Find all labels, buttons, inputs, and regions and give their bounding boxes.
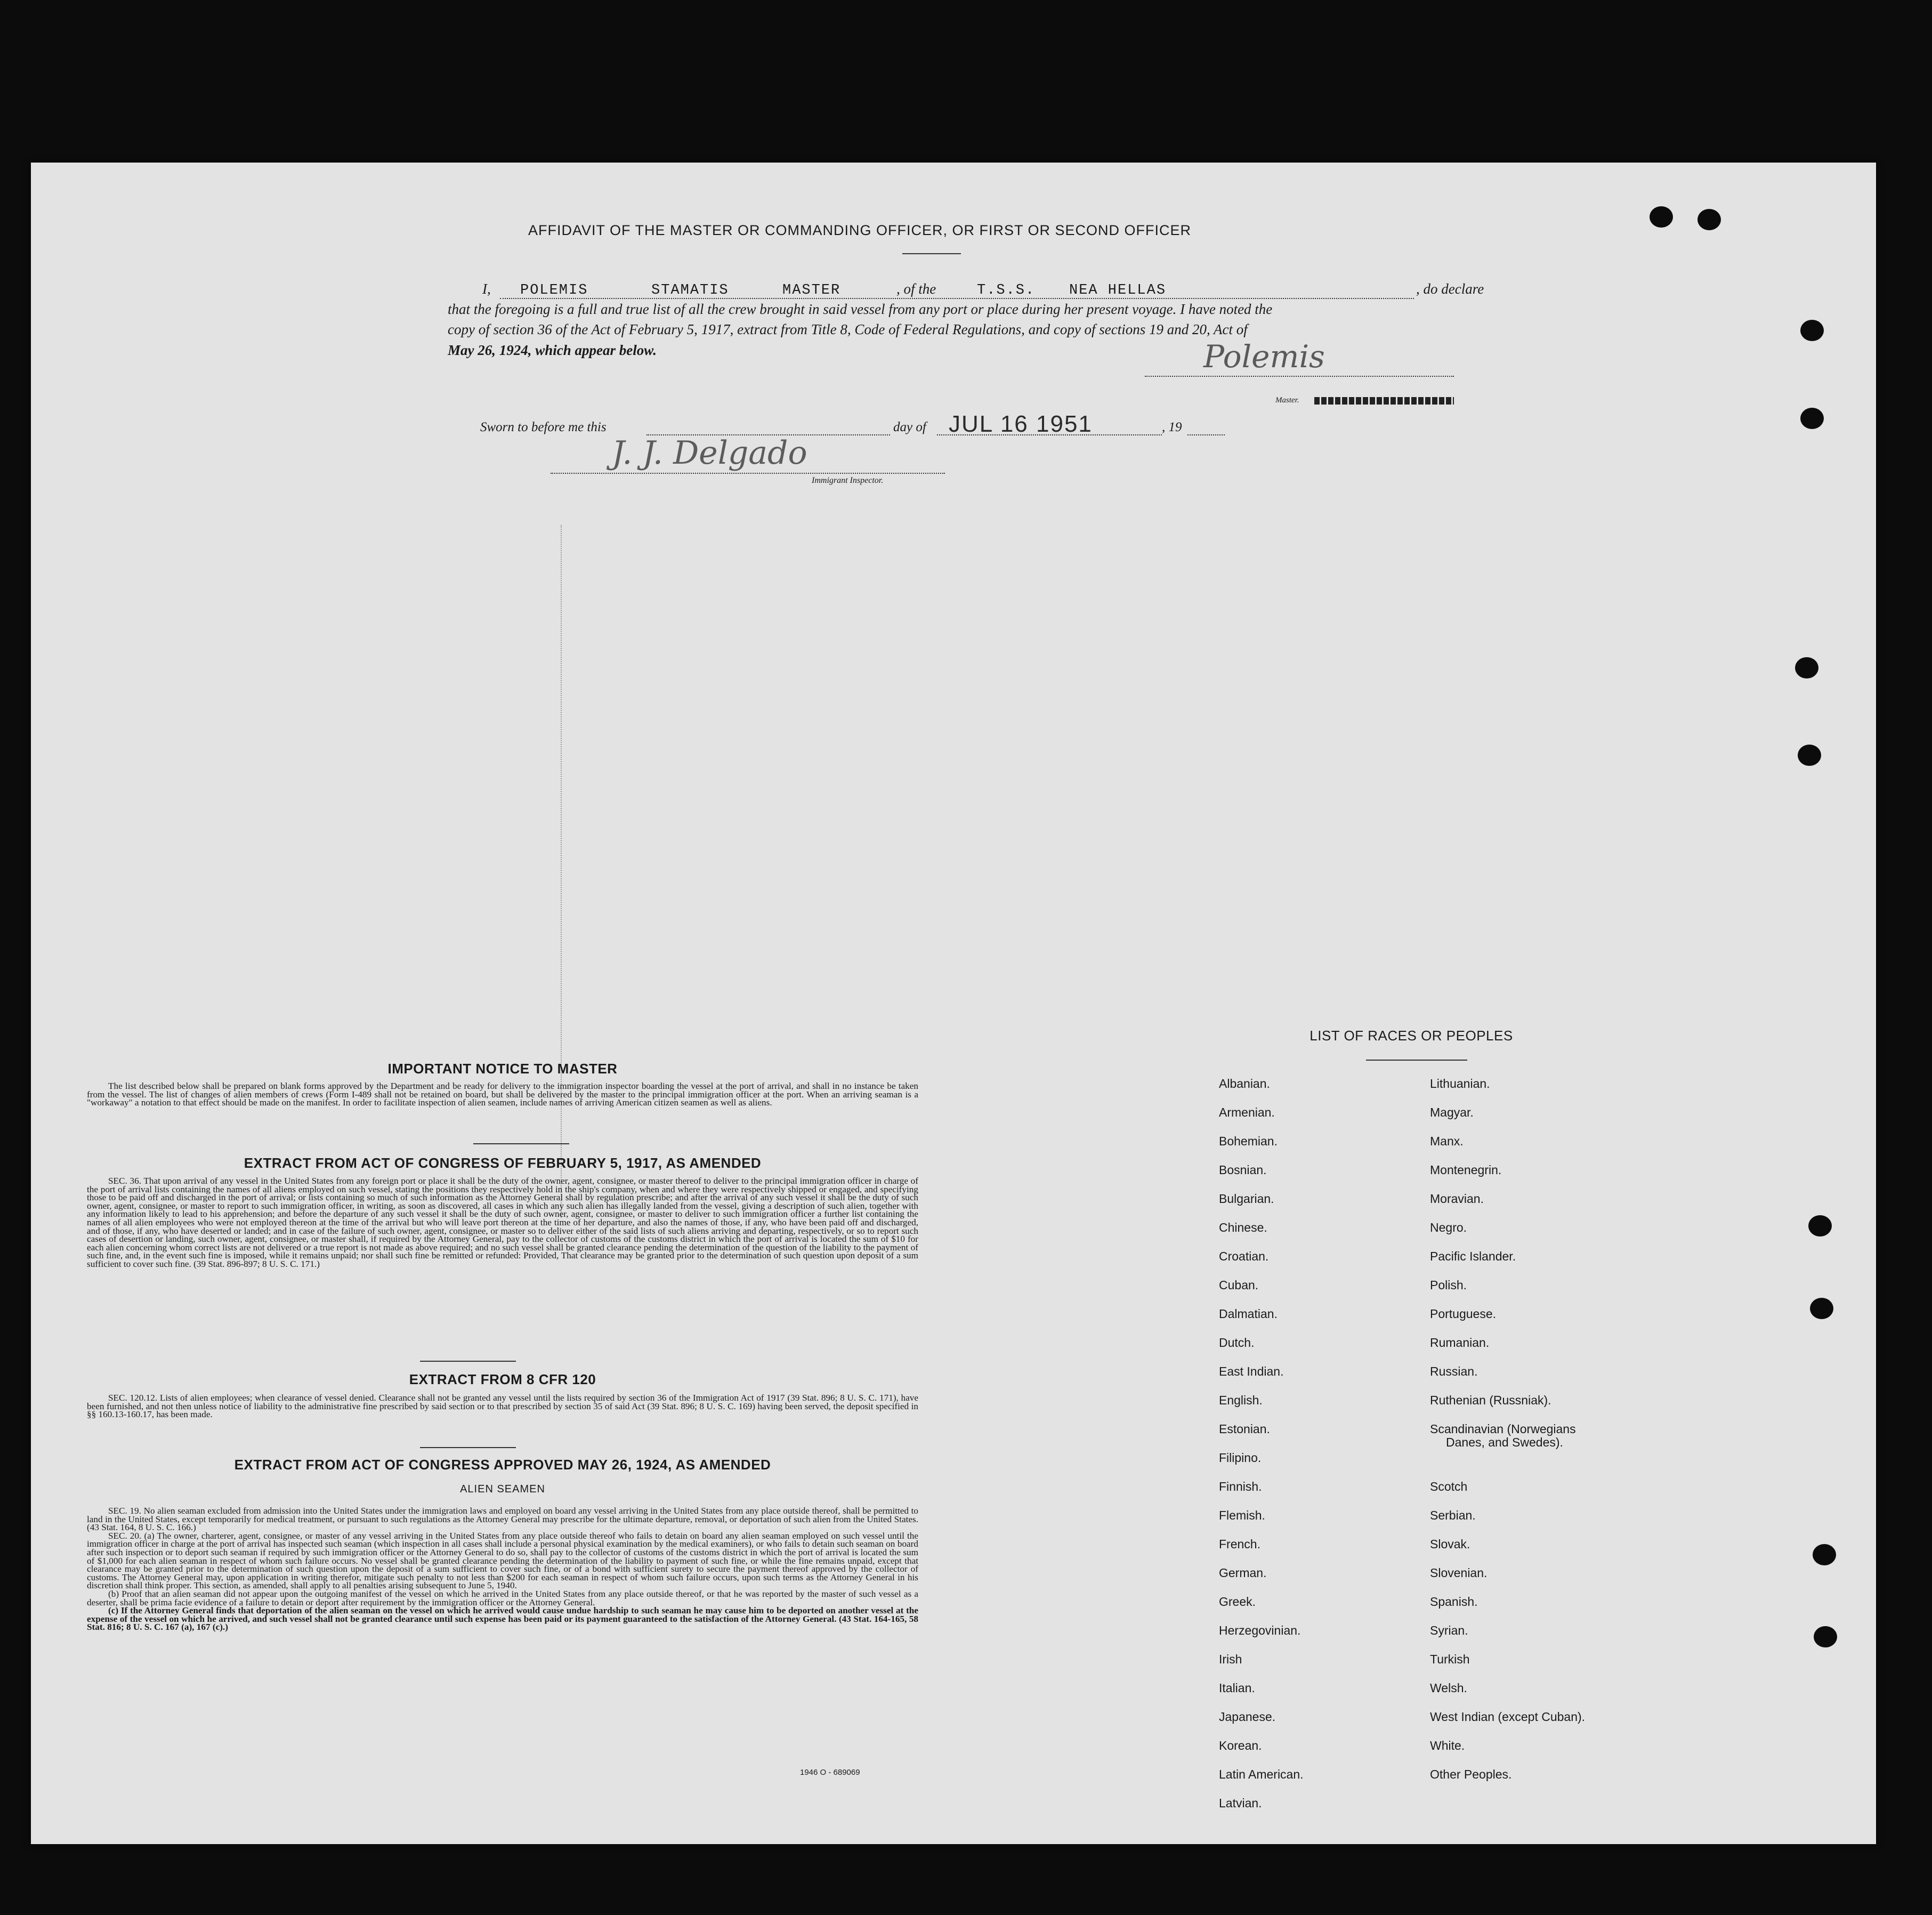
- extract-1917-rule: [420, 1361, 516, 1362]
- declaration-line-3: copy of section 36 of the Act of February 5, 1917, extract from Title 8, Code of Federal Regulations, and copy of sections 19 and 20, Act of: [448, 321, 1248, 337]
- race-item: Welsh.: [1430, 1681, 1467, 1695]
- race-item: Estonian.: [1219, 1422, 1270, 1436]
- inspector-label: Immigrant Inspector.: [812, 476, 884, 485]
- race-item: Ruthenian (Russniak).: [1430, 1393, 1551, 1407]
- master-label: Master.: [1275, 396, 1299, 405]
- race-item: French.: [1219, 1537, 1260, 1551]
- punch-hole: [1800, 320, 1824, 341]
- of-the-label: , of the: [894, 281, 938, 297]
- race-item: Moravian.: [1430, 1192, 1484, 1206]
- punch-hole: [1813, 1544, 1836, 1565]
- sec-20a: SEC. 20. (a) The owner, charterer, agent, consignee, or master of any vessel arriving in the United States from any place outside thereof who fails to detain on board any alien seaman employed on such vessel until the immigration officer in charge at the port of arrival has inspected such seaman (which inspection in all cases shall include a personal physical examination by the medical examiners), or who fails to detain such seaman on board after such inspection or to deport such seaman if required by such immigration officer or the Attorney General to do so, shall pay to the collector of customs of the customs district in which the port of arrival is located the sum of $1,000 for each alien seaman in respect of whom such failure occurs. No vessel shall be granted clearance pending the determination of the liability to payment of such fine, or while the fine remains unpaid, except that clearance may be granted prior to the determination of such question upon the deposit of a sum sufficient to cover such fine, or of a bond with sufficient surety to secure the payment thereof approved by the collector of customs. The Attorney General may, upon application in writing therefor, mitigate such penalty to not less than $200 for each seaman in respect of whom such failure occurs, upon such terms as the Attorney General in his discretion shall think proper. This section, as amended, shall apply to all penalties arising subsequent to June 5, 1940.: [87, 1530, 918, 1591]
- race-item: Danes, and Swedes).: [1446, 1435, 1563, 1449]
- declaration-fill-line: [500, 284, 1414, 299]
- extract-1924-subtitle: ALIEN SEAMEN: [460, 1483, 545, 1495]
- sworn-label: Sworn to before me this: [480, 420, 607, 434]
- crossed-out-text: [1314, 397, 1454, 405]
- notice-text: The list described below shall be prepared on blank forms approved by the Department and be ready for delivery to the immigration inspector boarding the vessel at the port of arrival, and shall in no instance be taken from the vessel. The list of changes of alien members of crews (Form I-489 shall not be retained on board, but shall be delivered by the master to the principal immigration officer at the port. When an arriving seaman is a "workaway" a notation to that effect should be made on the manifest. In order to facilitate inspection of alien seamen, include names of arriving American citizen seamen as well as aliens.: [87, 1081, 918, 1108]
- race-item: Slovak.: [1430, 1537, 1470, 1551]
- race-item: Polish.: [1430, 1278, 1467, 1292]
- vessel-name: NEA HELLAS: [1069, 282, 1167, 298]
- extract-1924-title: EXTRACT FROM ACT OF CONGRESS APPROVED MAY 26, 1924, AS AMENDED: [234, 1457, 771, 1473]
- master-signature-line: [1145, 376, 1454, 377]
- race-item: Turkish: [1430, 1652, 1470, 1666]
- punch-hole: [1795, 657, 1818, 678]
- race-item: Montenegrin.: [1430, 1163, 1502, 1177]
- race-item: White.: [1430, 1739, 1465, 1752]
- date-stamp: JUL 16 1951: [949, 411, 1093, 437]
- race-item: English.: [1219, 1393, 1263, 1407]
- race-item: Serbian.: [1430, 1508, 1476, 1522]
- race-item: Italian.: [1219, 1681, 1255, 1695]
- declaration-line-4: May 26, 1924, which appear below.: [448, 342, 657, 358]
- race-item: Spanish.: [1430, 1595, 1478, 1609]
- race-item: East Indian.: [1219, 1364, 1284, 1378]
- do-declare-label: , do declare: [1414, 281, 1486, 297]
- notice-rule: [473, 1143, 569, 1144]
- race-item: Cuban.: [1219, 1278, 1259, 1292]
- race-item: Filipino.: [1219, 1451, 1262, 1465]
- sec-20b: (b) Proof that an alien seaman did not appear upon the outgoing manifest of the vessel on which he arrived in the United States from any place outside thereof, or that he was reported by the master of such vessel as a deserter, shall be prima facie evidence of a failure to detain or deport after requirement by the immigration officer or the Attorney General.: [87, 1588, 918, 1607]
- races-rule: [1366, 1060, 1467, 1061]
- extract-cfr-title: EXTRACT FROM 8 CFR 120: [409, 1371, 596, 1387]
- race-item: Irish: [1219, 1652, 1242, 1666]
- master-first-name: STAMATIS: [651, 282, 729, 298]
- extract-1917-text: SEC. 36. That upon arrival of any vessel in the United States from any foreign port or place it shall be the duty of the owner, agent, consignee, or master thereof to deliver to the principal immigration officer in charge of the port of arrival lists containing the names of all aliens employed on such vessel, stating the positions they respectively hold in the ship's company, when and where they were respectively shipped or engaged, and specifying those to be paid off and discharged in the port of arrival; or lists containing so much of such information as the Attorney General shall by regulation prescribe; and after the arrival of any such vessel it shall be the duty of such owner, agent, consignee, or master to report to such immigration officer, in writing, as soon as discovered, all cases in which any such alien has illegally landed from the vessel, giving a description of such alien, together with any information likely to lead to his apprehension; and before the departure of any such vessel it shall be the duty of such owner, agent, consignee, or master to deliver to such immigration officer a further list containing the names of all alien employees who were not employed thereon at the time of the arrival but who will leave port thereon at the time of her departure, and also the names of those, if any, who have been paid off and discharged, and of those, if any, who have deserted or landed; and in case of the failure of such owner, agent, consignee, or master so to deliver either of the said lists of such aliens arriving and departing, respectively, or so to report such cases of desertion or landing, such owner, agent, consignee, or master shall, if required by the Attorney General, pay to the collector of customs of the customs district in which the port of arrival is located the sum of $10 for each alien concerning whom correct lists are not delivered or a true report is not made as above required; and no such vessel shall be granted clearance pending the determination of the question of the liability to the payment of such fine, and, in the event such fine is imposed, while it remains unpaid; nor shall such fine be remitted or refunded: Provided, That clearance may be granted prior to the determination of such question upon deposit of a sum sufficient to cover such fine. (39 Stat. 896-897; 8 U. S. C. 171.): [87, 1176, 918, 1269]
- title-underline: [902, 253, 961, 254]
- race-item: Slovenian.: [1430, 1566, 1488, 1580]
- race-item: Dutch.: [1219, 1336, 1255, 1350]
- race-item: German.: [1219, 1566, 1267, 1580]
- punch-hole: [1798, 745, 1821, 766]
- race-item: Latin American.: [1219, 1767, 1304, 1781]
- race-item: Greek.: [1219, 1595, 1256, 1609]
- race-item: Rumanian.: [1430, 1336, 1490, 1350]
- notice-title: IMPORTANT NOTICE TO MASTER: [387, 1061, 618, 1077]
- race-item: Other Peoples.: [1430, 1767, 1512, 1781]
- inspector-signature-line: [551, 473, 945, 474]
- races-title: LIST OF RACES OR PEOPLES: [1309, 1028, 1513, 1044]
- race-item: Bohemian.: [1219, 1134, 1278, 1148]
- race-item: Croatian.: [1219, 1249, 1269, 1263]
- race-item: Syrian.: [1430, 1623, 1468, 1637]
- race-item: Albanian.: [1219, 1077, 1270, 1090]
- punch-hole: [1697, 209, 1721, 230]
- footer-code: 1946 O - 689069: [800, 1768, 860, 1777]
- race-item: Scotch: [1430, 1480, 1468, 1493]
- year-line: [1187, 434, 1225, 435]
- race-item: Dalmatian.: [1219, 1307, 1278, 1321]
- master-rank: MASTER: [782, 282, 841, 298]
- faint-dotted-line: [561, 525, 562, 1218]
- affidavit-title: AFFIDAVIT OF THE MASTER OR COMMANDING OFFICER, OR FIRST OR SECOND OFFICER: [528, 222, 1192, 238]
- document-page: [31, 163, 1876, 1844]
- master-last-name: POLEMIS: [520, 282, 588, 298]
- day-of-label: day of: [893, 420, 926, 434]
- race-item: Japanese.: [1219, 1710, 1276, 1724]
- i-label: I,: [482, 281, 491, 297]
- year-label: , 19: [1162, 420, 1182, 434]
- race-item: Bulgarian.: [1219, 1192, 1274, 1206]
- sec-19: SEC. 19. No alien seaman excluded from admission into the United States under the immigration laws and employed on board any vessel arriving in the United States from any place outside thereof, shall be permitted to land in the United States, except temporarily for medical treatment, or pursuant to such regulations as the Attorney General may prescribe for the ultimate departure, removal, or deportation of such alien from the United States. (43 Stat. 164, 8 U. S. C. 166.): [87, 1506, 918, 1533]
- punch-hole: [1808, 1215, 1832, 1237]
- punch-hole: [1814, 1626, 1837, 1647]
- punch-hole: [1800, 408, 1824, 429]
- extract-1917-title: EXTRACT FROM ACT OF CONGRESS OF FEBRUARY 5, 1917, AS AMENDED: [244, 1155, 762, 1171]
- race-item: Finnish.: [1219, 1480, 1262, 1493]
- race-item: Chinese.: [1219, 1221, 1267, 1234]
- punch-hole: [1810, 1298, 1833, 1319]
- extract-1924-text: [87, 1507, 918, 1631]
- race-item: Pacific Islander.: [1430, 1249, 1516, 1263]
- race-item: Negro.: [1430, 1221, 1467, 1234]
- declaration-line-2: that the foregoing is a full and true list of all the crew brought in said vessel from any port or place during her present voyage. I have noted the: [448, 301, 1273, 317]
- race-item: Armenian.: [1219, 1105, 1275, 1119]
- extract-cfr-text: SEC. 120.12. Lists of alien employees; when clearance of vessel denied. Clearance shall not be granted any vessel until the lists required by section 36 of the Immigration Act of 1917 (39 Stat. 896; 8 U. S. C. 171), have been furnished, and not then unless notice of liability to the administrative fine prescribed by said section or to that prescribed by section 35 of said Act (39 Stat. 896; 8 U. S. C. 169) having been served, the deposit specified in §§ 160.13-160.17, has been made.: [87, 1393, 918, 1420]
- master-signature: Polemis: [1203, 338, 1325, 375]
- race-item: Flemish.: [1219, 1508, 1265, 1522]
- extract-cfr-rule: [420, 1447, 516, 1448]
- race-item: Korean.: [1219, 1739, 1262, 1752]
- race-item: Lithuanian.: [1430, 1077, 1490, 1090]
- race-item: Manx.: [1430, 1134, 1464, 1148]
- race-item: Portuguese.: [1430, 1307, 1497, 1321]
- race-item: Russian.: [1430, 1364, 1478, 1378]
- race-item: Herzegovinian.: [1219, 1623, 1301, 1637]
- race-item: Bosnian.: [1219, 1163, 1267, 1177]
- punch-hole: [1650, 206, 1673, 228]
- race-item: West Indian (except Cuban).: [1430, 1710, 1586, 1724]
- inspector-signature: J. J. Delgado: [612, 434, 807, 472]
- race-item: Scandinavian (Norwegians: [1430, 1422, 1576, 1436]
- race-item: Magyar.: [1430, 1105, 1474, 1119]
- vessel-type: T.S.S.: [977, 282, 1036, 298]
- race-item: Latvian.: [1219, 1796, 1262, 1810]
- sec-20c: (c) If the Attorney General finds that deportation of the alien seaman on the vessel on which he arrived would cause undue hardship to such seaman he may cause him to be deported on another vessel at the expense of the vessel on which he arrived, and such vessel shall not be granted clearance until such expense has been paid or its payment guaranteed to the satisfaction of the Attorney General. (43 Stat. 164-165, 58 Stat. 816; 8 U. S. C. 167 (a), 167 (c).): [87, 1605, 918, 1633]
